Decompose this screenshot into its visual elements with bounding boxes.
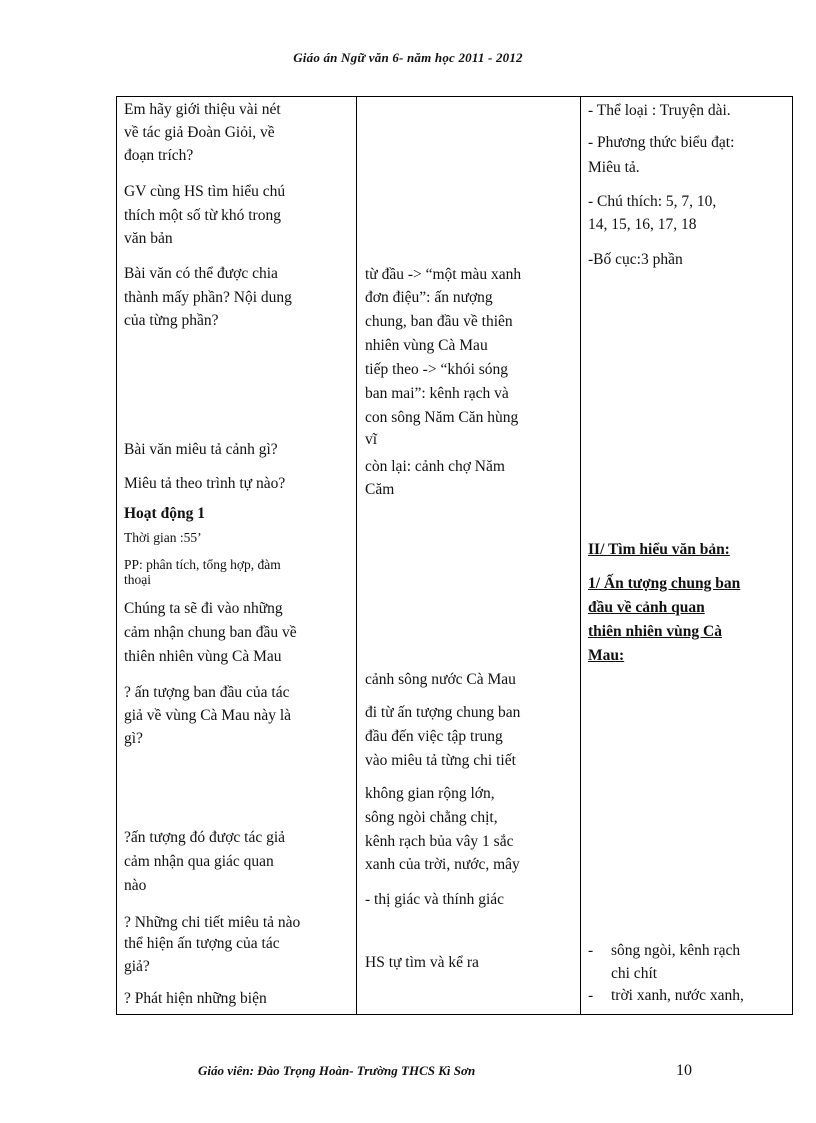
col2-line: đầu đến việc tập trung: [365, 728, 503, 745]
subsection-heading: 1/ Ấn tượng chung ban: [588, 575, 741, 592]
col2-line: - thị giác và thính giác: [365, 891, 505, 908]
col3-line: Miêu tả.: [588, 159, 640, 176]
col3-line: 14, 15, 16, 17, 18: [588, 216, 697, 233]
col3-line: trời xanh, nước xanh,: [611, 987, 744, 1004]
col1-line: đoạn trích?: [124, 147, 194, 164]
col2-line: kênh rạch bủa vây 1 sắc: [365, 833, 514, 850]
col1-line: GV cùng HS tìm hiểu chú: [124, 183, 286, 200]
col1-line: giả về vùng Cà Mau này là: [124, 707, 292, 724]
subsection-heading: đầu về cảnh quan: [588, 599, 705, 616]
col3-line: chi chít: [611, 965, 658, 982]
col1-line: giả?: [124, 958, 150, 975]
subsection-heading: Mau:: [588, 647, 625, 664]
col2-line: tiếp theo -> “khói sóng: [365, 361, 509, 378]
col2-line: cảnh sông nước Cà Mau: [365, 671, 516, 688]
col2-line: vĩ: [365, 431, 378, 448]
col1-line: nào: [124, 877, 147, 894]
col2-line: từ đầu -> “một màu xanh: [365, 266, 522, 283]
col2-line: đơn điệu”: ấn nượng: [365, 289, 493, 306]
col1-line: thích một số từ khó trong: [124, 207, 281, 224]
col1-line: Bài văn có thể được chia: [124, 265, 278, 282]
col1-line: thể hiện ấn tượng của tác: [124, 935, 280, 952]
bullet-marker: -: [588, 987, 594, 1004]
col1-line: ? Những chi tiết miêu tả nào: [124, 914, 301, 931]
col2-line: nhiên vùng Cà Mau: [365, 337, 488, 354]
col2-line: HS tự tìm và kể ra: [365, 954, 479, 971]
col2-line: xanh của trời, nước, mây: [365, 856, 520, 873]
page-footer: Giáo viên: Đào Trọng Hoàn- Trường THCS Kì Sơn: [198, 1063, 476, 1078]
col2-line: không gian rộng lớn,: [365, 785, 495, 802]
page-number: 10: [676, 1062, 692, 1079]
col2-line: ban mai”: kênh rạch và: [365, 385, 509, 402]
col1-line: Bài văn miêu tả cảnh gì?: [124, 441, 278, 458]
column-divider: [356, 97, 357, 1014]
col1-line: ?ấn tượng đó được tác giả: [124, 829, 286, 846]
col1-line: của từng phần?: [124, 312, 219, 329]
col2-line: đi từ ấn tượng chung ban: [365, 704, 521, 721]
col2-line: Căm: [365, 481, 395, 498]
page-header: Giáo án Ngữ văn 6- năm học 2011 - 2012: [293, 50, 523, 65]
col3-line: - Thể loại : Truyện dài.: [588, 102, 731, 119]
col2-line: còn lại: cảnh chợ Năm: [365, 458, 505, 475]
col1-line: ? ấn tượng ban đầu của tác: [124, 684, 290, 701]
col1-line: PP: phân tích, tổng hợp, đàm: [124, 557, 281, 572]
col2-line: con sông Năm Căn hùng: [365, 409, 519, 426]
section-heading: II/ Tìm hiểu văn bản:: [588, 541, 730, 558]
col2-line: sông ngòi chằng chịt,: [365, 809, 498, 826]
col2-line: chung, ban đầu về thiên: [365, 313, 513, 330]
col2-line: vào miêu tả từng chi tiết: [365, 752, 516, 769]
bullet-marker: -: [588, 942, 594, 959]
col1-line: ? Phát hiện những biện: [124, 990, 267, 1007]
col1-line: cảm nhận qua giác quan: [124, 853, 274, 870]
col1-line: về tác giả Đoàn Giỏi, về: [124, 124, 275, 141]
col1-line: văn bản: [124, 230, 173, 247]
lesson-table: [116, 96, 793, 1015]
col3-line: - Chú thích: 5, 7, 10,: [588, 193, 717, 210]
column-divider: [580, 97, 581, 1014]
col1-line: gì?: [124, 730, 143, 747]
col1-line: cảm nhận chung ban đầu về: [124, 624, 297, 641]
col3-line: - Phương thức biểu đạt:: [588, 134, 735, 151]
col1-line: thiên nhiên vùng Cà Mau: [124, 648, 282, 665]
subsection-heading: thiên nhiên vùng Cà: [588, 623, 722, 640]
col3-line: -Bố cục:3 phần: [588, 251, 683, 268]
col1-line: Thời gian :55’: [124, 530, 202, 545]
col1-line: Chúng ta sẽ đi vào những: [124, 600, 283, 617]
col1-line: thành mấy phần? Nội dung: [124, 289, 292, 306]
col1-line: thoại: [124, 572, 151, 587]
col3-line: sông ngòi, kênh rạch: [611, 942, 741, 959]
activity-heading: Hoạt động 1: [124, 505, 205, 522]
col1-line: Em hãy giới thiệu vài nét: [124, 101, 281, 118]
col1-line: Miêu tả theo trình tự nào?: [124, 475, 286, 492]
